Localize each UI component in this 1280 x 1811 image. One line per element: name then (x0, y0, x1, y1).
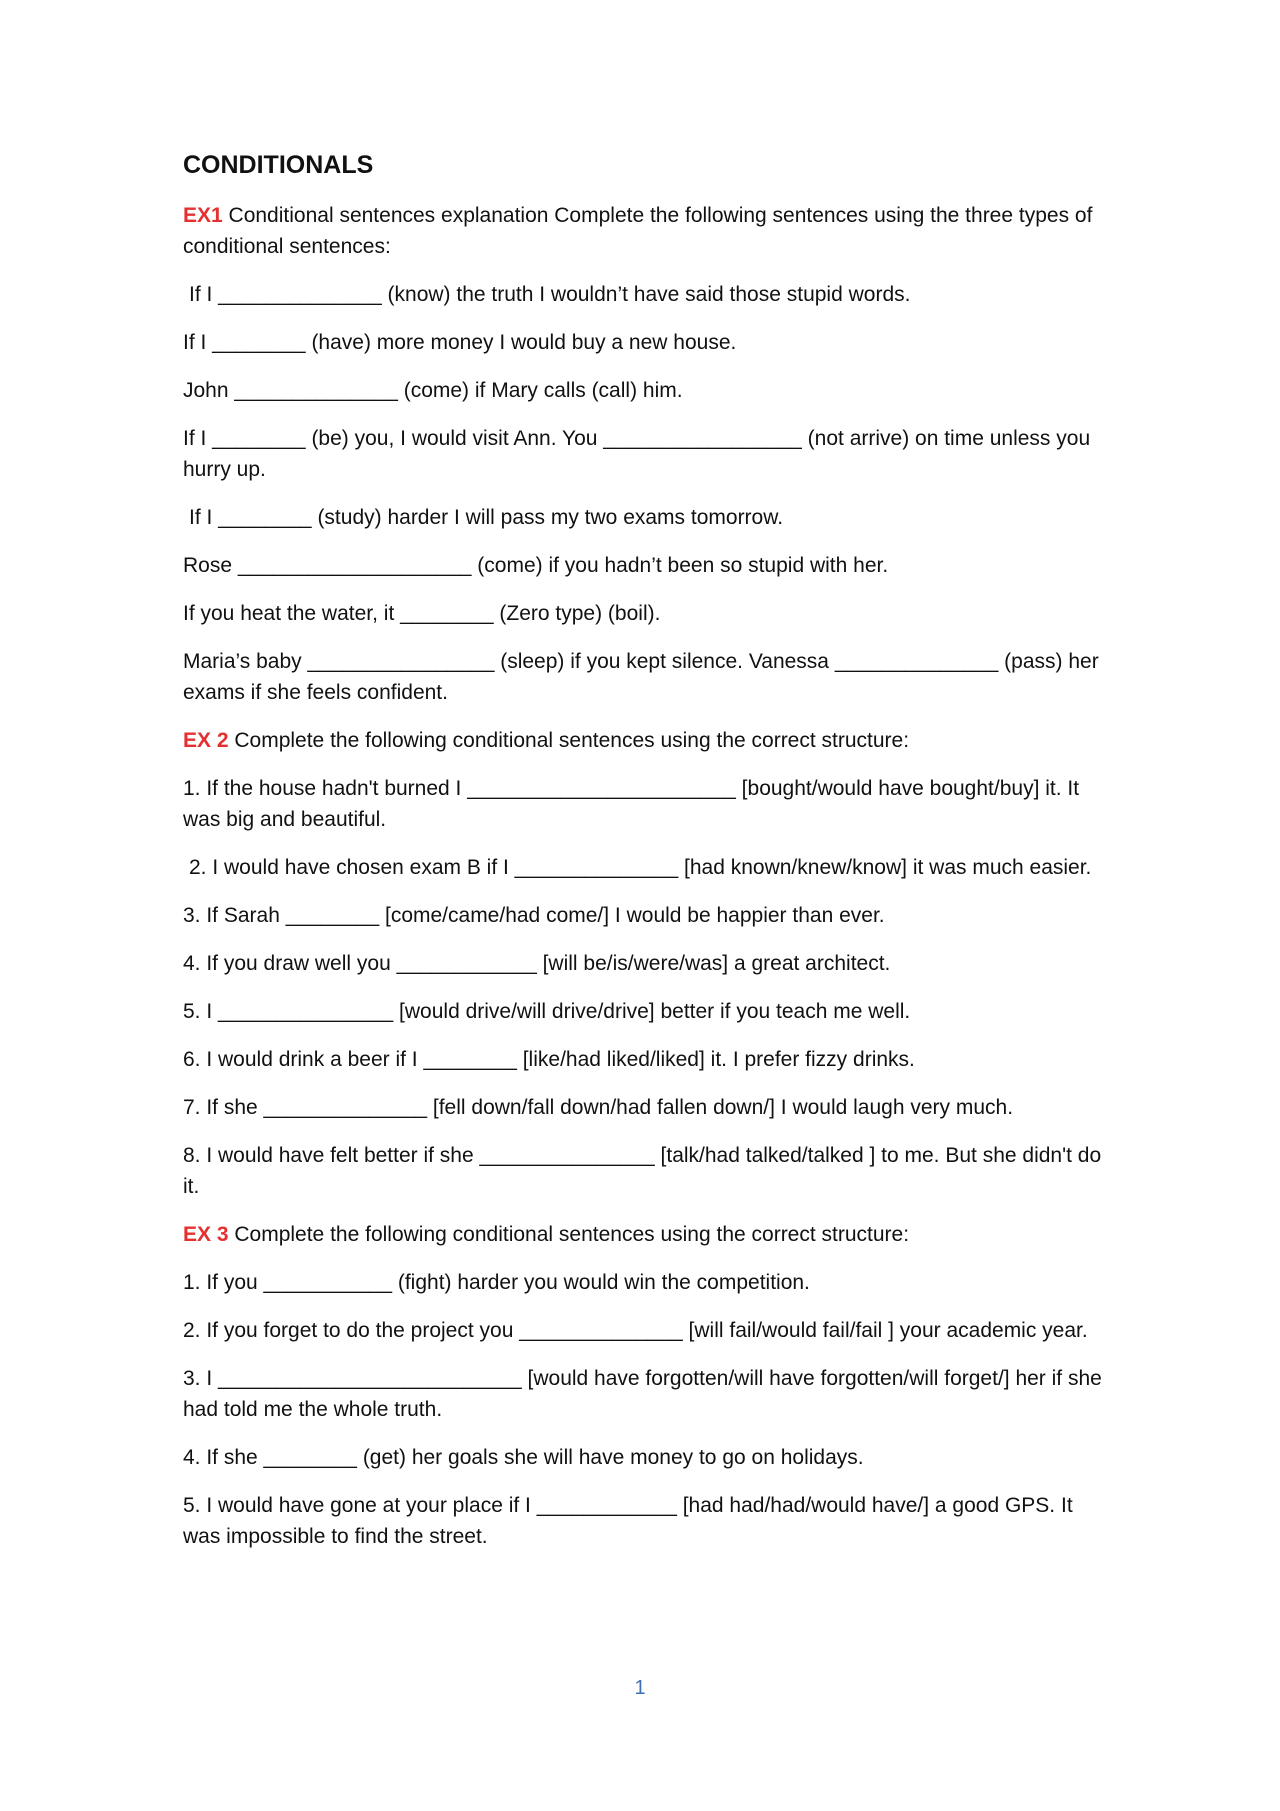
ex2-item: 6. I would drink a beer if I ________ [like/had liked/liked] it. I prefer fizzy drinks. (183, 1048, 915, 1071)
ex2-item: 2. I would have chosen exam B if I ______________ [had known/knew/know] it was much easier. (189, 856, 1092, 879)
ex2-item: 7. If she ______________ [fell down/fall down/had fallen down/] I would laugh very much. (183, 1096, 1014, 1119)
page-number: 1 (634, 1677, 646, 1699)
ex3-instruction (183, 1219, 1103, 1250)
ex1-item: If I ________ (study) harder I will pass my two exams tomorrow. (189, 506, 784, 529)
ex1-item: Maria’s baby ________________ (sleep) if you kept silence. Vanessa ______________ (pass) her exams if she feels confident. (183, 650, 1099, 704)
ex1-instruction-text: Conditional sentences explanation Complete the following sentences using the three types of conditional sentences: (183, 204, 1093, 258)
ex2-item: 1. If the house hadn't burned I _______________________ [bought/would have bought/buy] it. It was big and beautiful. (183, 777, 1080, 831)
ex1-item: If I ________ (have) more money I would buy a new house. (183, 331, 737, 354)
ex1-instruction (183, 200, 1103, 262)
ex2-instruction (183, 725, 1103, 756)
ex2-item: 5. I _______________ [would drive/will drive/drive] better if you teach me well. (183, 1000, 911, 1023)
ex3-item: 5. I would have gone at your place if I ____________ [had had/had/would have/] a good GPS. It was impossible to find the street. (183, 1494, 1073, 1548)
ex1-item: If I ______________ (know) the truth I wouldn’t have said those stupid words. (189, 283, 911, 306)
page-title: CONDITIONALS (183, 151, 374, 179)
worksheet-page (183, 150, 1103, 1569)
ex3-instruction-text: Complete the following conditional sentences using the correct structure: (228, 1223, 910, 1246)
ex1-item: If I ________ (be) you, I would visit Ann. You _________________ (not arrive) on time unless you hurry up. (183, 427, 1091, 481)
ex2-label: EX 2 (183, 729, 229, 752)
ex3-item: 1. If you ___________ (fight) harder you would win the competition. (183, 1271, 810, 1294)
ex2-item: 8. I would have felt better if she _______________ [talk/had talked/talked ] to me. But she didn't do it. (183, 1144, 1102, 1198)
ex1-item: If you heat the water, it ________ (Zero type) (boil). (183, 602, 661, 625)
ex2-item: 3. If Sarah ________ [come/came/had come/] I would be happier than ever. (183, 904, 885, 927)
ex3-item: 3. I __________________________ [would have forgotten/will have forgotten/will forget/] her if she had told me the whole truth. (183, 1367, 1102, 1421)
ex1-item: John ______________ (come) if Mary calls (call) him. (183, 379, 683, 402)
ex3-item: 2. If you forget to do the project you ______________ [will fail/would fail/fail ] your academic year. (183, 1319, 1088, 1342)
ex1-item: Rose ____________________ (come) if you hadn’t been so stupid with her. (183, 554, 889, 577)
ex3-label: EX 3 (183, 1223, 229, 1246)
ex1-label: EX1 (183, 204, 223, 227)
ex2-instruction-text: Complete the following conditional sentences using the correct structure: (228, 729, 910, 752)
ex2-item: 4. If you draw well you ____________ [will be/is/were/was] a great architect. (183, 952, 891, 975)
ex3-item: 4. If she ________ (get) her goals she will have money to go on holidays. (183, 1446, 864, 1469)
